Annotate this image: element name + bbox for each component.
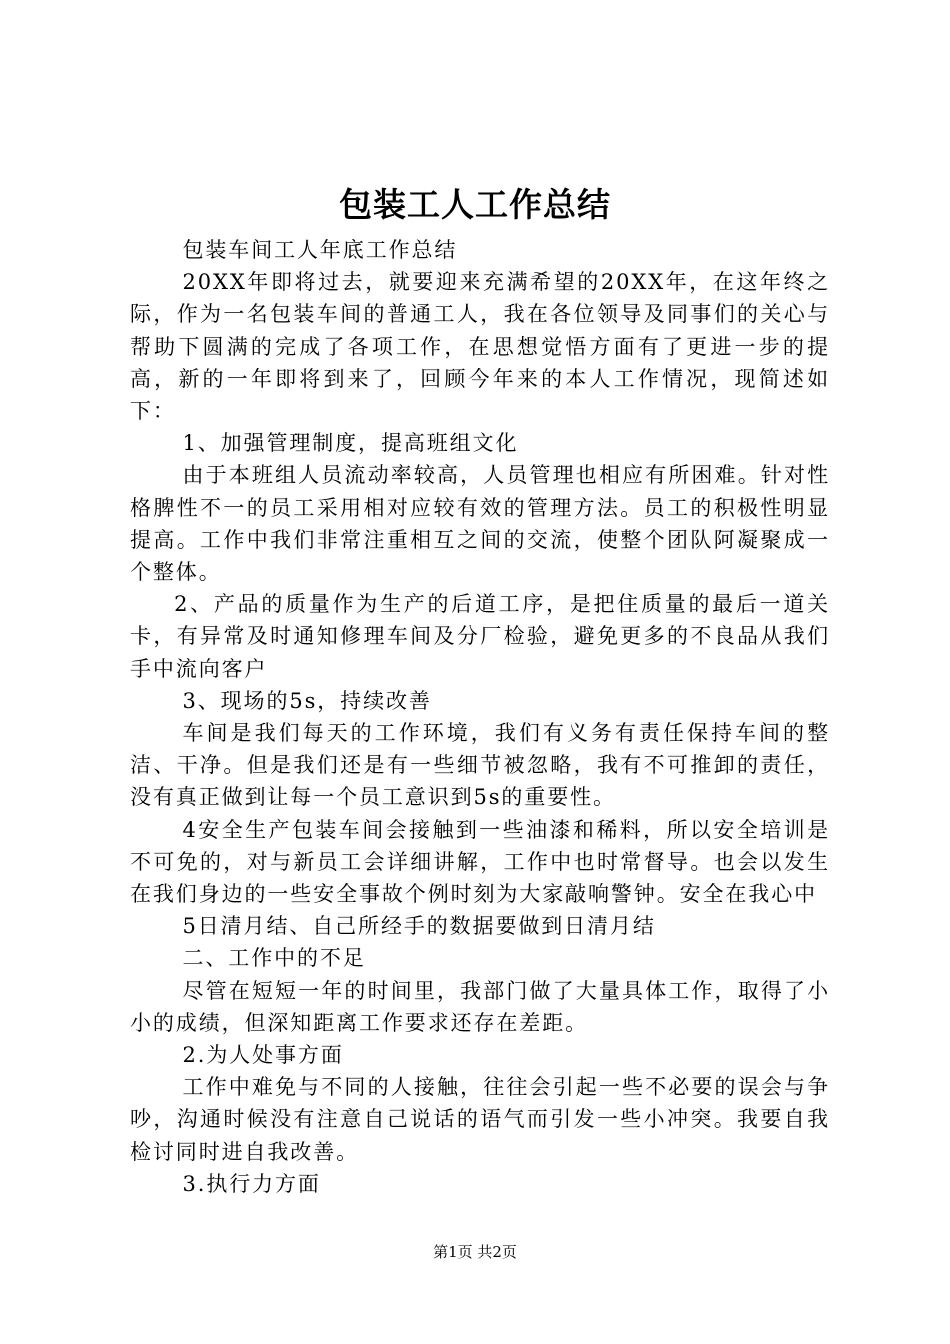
paragraph-heading-1: 1、加强管理制度，提高班组文化	[182, 431, 519, 456]
paragraph-safety: 4安全生产包装车间会接触到一些油漆和稀料，所以安全培训是不可免的，对与新员工会详细讲解，工作中也时常督导。也会以发生在我们身边的一些安全事故个例时刻为大家敲响警钟。安全在我心中	[130, 817, 830, 907]
paragraph-heading-execution: 3.执行力方面	[182, 1171, 321, 1196]
paragraph-daily-settlement: 5日清月结、自己所经手的数据要做到日清月结	[182, 914, 656, 939]
document-title: 包装工人工作总结	[339, 185, 611, 224]
page-footer: 第1页 共2页	[433, 1243, 517, 1261]
paragraph-shortcomings: 尽管在短短一年的时间里，我部门做了大量具体工作，取得了小小的成绩，但深知距离工作要求还存在差距。	[130, 978, 830, 1035]
paragraph-heading-3: 3、现场的5s，持续改善	[182, 688, 432, 713]
paragraph-heading-shortcomings: 二、工作中的不足	[182, 946, 366, 971]
paragraph-heading-conduct: 2.为人处事方面	[182, 1043, 344, 1068]
paragraph-management: 由于本班组人员流动率较高，人员管理也相应有所困难。针对性格脾性不一的员工采用相对应较有效的管理方法。员工的积极性明显提高。工作中我们非常注重相互之间的交流，使整个团队阿凝聚成一个整体。	[130, 463, 830, 585]
paragraph-5s: 车间是我们每天的工作环境，我们有义务有责任保持车间的整洁、干净。但是我们还是有一些细节被忽略，我有不可推卸的责任，没有真正做到让每一个员工意识到5s的重要性。	[130, 721, 830, 810]
paragraph-subtitle: 包装车间工人年底工作总结	[182, 238, 458, 262]
document-body	[130, 234, 830, 1200]
paragraph-intro: 20XX年即将过去，就要迎来充满希望的20XX年，在这年终之际，作为一名包装车间的普通工人，我在各位领导及同事们的关心与帮助下圆满的完成了各项工作，在思想觉悟方面有了更进一步的提高，新的一年即将到来了，回顾今年来的本人工作情况，现简述如下：	[130, 270, 830, 424]
paragraph-quality: 2、产品的质量作为生产的后道工序，是把住质量的最后一道关卡，有异常及时通知修理车间及分厂检验，避免更多的不良品从我们手中流向客户	[130, 592, 830, 681]
paragraph-conduct: 工作中难免与不同的人接触，往往会引起一些不必要的误会与争吵，沟通时候没有注意自己说话的语气而引发一些小冲突。我要自我检讨同时进自我改善。	[130, 1075, 830, 1164]
